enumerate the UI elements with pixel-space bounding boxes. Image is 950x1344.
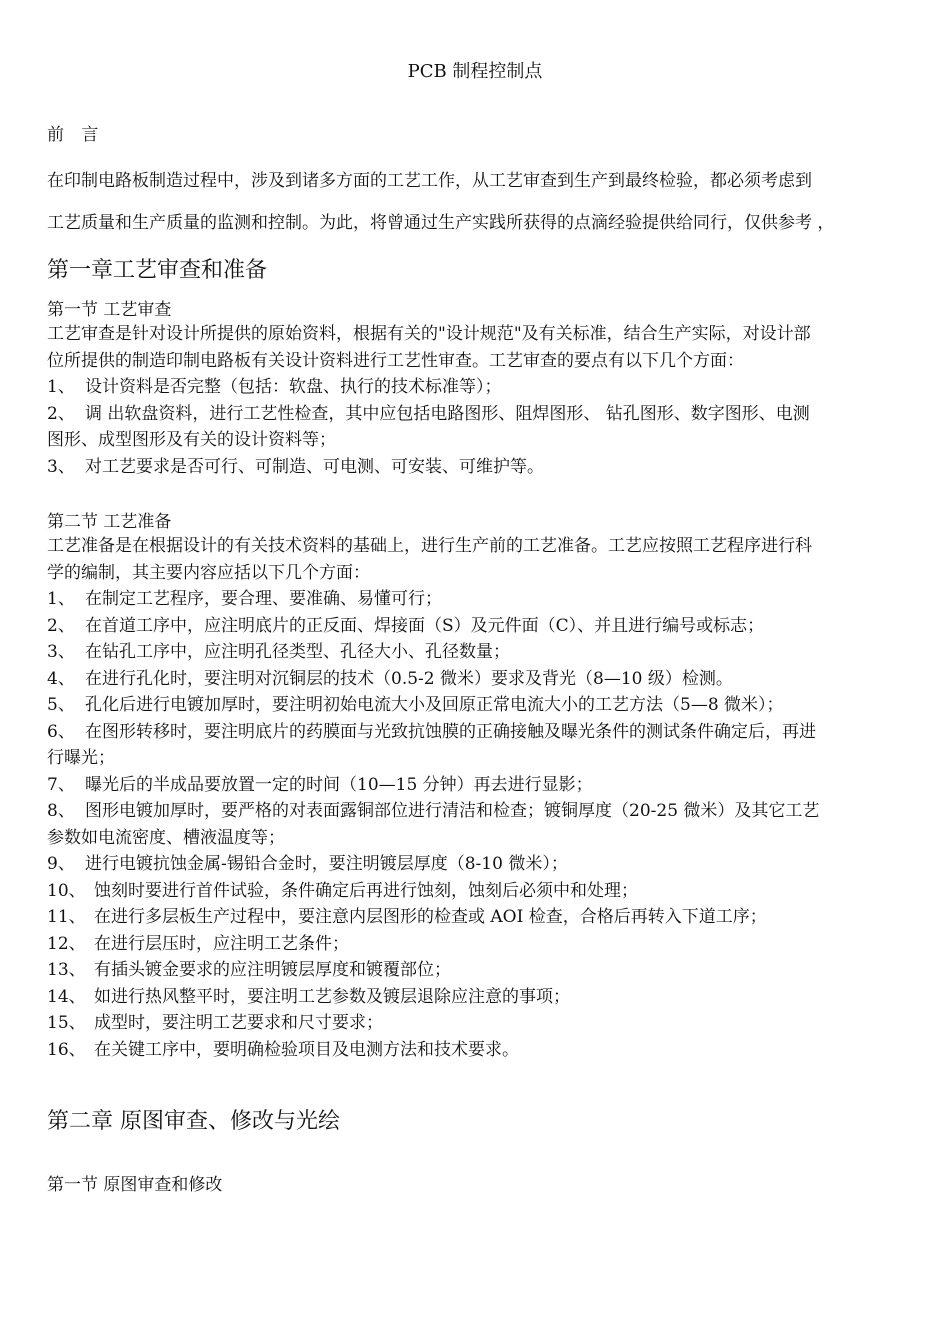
item-text: 蚀刻时要进行首件试验，条件确定后再进行蚀刻，蚀刻后必须中和处理； xyxy=(94,880,638,901)
item-text: 进行电镀抗蚀金属-锡铅合金时，要注明镀层厚度（8-10 微米）； xyxy=(85,854,568,874)
item-text: 在首道工序中，应注明底片的正反面、焊接面（S）及元件面（C）、并且进行编号或标志； xyxy=(85,615,765,636)
intro-line-1: 在印制电路板制造过程中，涉及到诸多方面的工艺工作，从工艺审查到生产到最终检验，都必须考虑到 xyxy=(47,171,812,191)
section-1-2-title: 第二节 工艺准备 xyxy=(47,512,172,532)
item-text: 在图形转移时，要注明底片的药膜面与光致抗蚀膜的正确接触及曝光条件的测试条件确定后，再进 xyxy=(85,721,816,742)
list-item xyxy=(47,533,909,560)
list-item xyxy=(47,798,909,825)
list-item xyxy=(47,560,909,587)
item-text: 参数如电流密度、槽液温度等； xyxy=(47,827,285,848)
intro-line-2: 工艺质量和生产质量的监测和控制。为此，将曾通过生产实践所获得的点滴经验提供给同行，仅供参考 ， xyxy=(47,213,835,233)
list-item xyxy=(47,719,909,746)
item-number: 7、 xyxy=(47,774,75,795)
chapter-1-title: 第一章工艺审查和准备 xyxy=(47,258,268,283)
item-number: 11、 xyxy=(47,907,86,927)
section-2-1-title: 第一节 原图审查和修改 xyxy=(47,1175,223,1195)
item-number: 3、 xyxy=(47,642,75,662)
item-number: 1、 xyxy=(47,377,75,397)
list-item xyxy=(47,825,909,852)
item-text: 图形、成型图形及有关的设计资料等； xyxy=(47,430,336,450)
list-item xyxy=(47,745,909,772)
item-number: 14、 xyxy=(47,986,86,1007)
item-text: 成型时，要注明工艺要求和尺寸要求； xyxy=(94,1013,383,1033)
item-number: 5、 xyxy=(47,695,75,715)
item-number: 6、 xyxy=(47,721,75,742)
item-text: 在进行孔化时，要注明对沉铜层的技术（0.5-2 微米）要求及背光（8—10 级）检测。 xyxy=(85,668,733,689)
item-number: 13、 xyxy=(47,960,86,980)
list-item xyxy=(47,586,909,613)
item-number: 15、 xyxy=(47,1013,86,1033)
list-item xyxy=(47,984,909,1011)
list-item xyxy=(47,427,909,454)
list-item xyxy=(47,878,909,905)
item-text: 曝光后的半成品要放置一定的时间（10—15 分钟）再去进行显影； xyxy=(85,774,593,795)
list-item xyxy=(47,772,909,799)
item-number: 8、 xyxy=(47,801,75,821)
list-item xyxy=(47,666,909,693)
list-item xyxy=(47,692,909,719)
item-text: 调 出软盘资料，进行工艺性检查，其中应包括电路图形、阻焊图形、 钻孔图形、数字图形、电测 xyxy=(85,403,810,424)
item-number: 2、 xyxy=(47,615,75,636)
list-item xyxy=(47,904,909,931)
list-item xyxy=(47,454,909,481)
preface-heading: 前 言 xyxy=(47,125,105,145)
item-text: 位所提供的制造印制电路板有关设计资料进行工艺性审查。工艺审查的要点有以下几个方面： xyxy=(47,350,744,371)
section-1-2-body xyxy=(47,533,909,1063)
item-number: 9、 xyxy=(47,854,75,874)
item-text: 图形电镀加厚时，要严格的对表面露铜部位进行清洁和检查；镀铜厚度（20-25 微米）及其它工艺 xyxy=(85,801,820,821)
item-text: 设计资料是否完整（包括：软盘、执行的技术标准等）； xyxy=(85,377,502,397)
list-item xyxy=(47,1010,909,1037)
list-item xyxy=(47,401,909,428)
item-number: 4、 xyxy=(47,668,75,689)
list-item xyxy=(47,348,909,375)
item-text: 孔化后进行电镀加厚时，要注明初始电流大小及回原正常电流大小的工艺方法（5—8 微米）； xyxy=(85,695,784,715)
item-text: 如进行热风整平时，要注明工艺参数及镀层退除应注意的事项； xyxy=(94,986,570,1007)
section-1-1-title: 第一节 工艺审查 xyxy=(47,300,172,320)
list-item xyxy=(47,374,909,401)
item-number: 10、 xyxy=(47,880,86,901)
document-title: PCB 制程控制点 xyxy=(407,61,543,82)
item-number: 3、 xyxy=(47,456,75,477)
item-text: 对工艺要求是否可行、可制造、可电测、可安装、可维护等。 xyxy=(85,456,544,477)
item-text: 在进行多层板生产过程中，要注意内层图形的检查或 AOI 检查，合格后再转入下道工序； xyxy=(94,907,767,927)
item-number: 16、 xyxy=(47,1039,86,1060)
item-number: 2、 xyxy=(47,403,75,424)
list-item xyxy=(47,613,909,640)
list-item xyxy=(47,851,909,878)
item-text: 在钻孔工序中，应注明孔径类型、孔径大小、孔径数量； xyxy=(85,642,510,662)
item-text: 学的编制，其主要内容应括以下几个方面： xyxy=(47,562,370,583)
item-text: 有插头镀金要求的应注明镀层厚度和镀覆部位； xyxy=(94,960,451,980)
item-number: 12、 xyxy=(47,933,86,954)
item-text: 在制定工艺程序，要合理、要准确、易懂可行； xyxy=(85,589,442,609)
chapter-2-title: 第二章 原图审查、修改与光绘 xyxy=(47,1109,340,1134)
list-item xyxy=(47,957,909,984)
list-item xyxy=(47,321,909,348)
item-number: 1、 xyxy=(47,589,75,609)
list-item xyxy=(47,1037,909,1064)
item-text: 工艺准备是在根据设计的有关技术资料的基础上，进行生产前的工艺准备。工艺应按照工艺程序进行科 xyxy=(47,536,812,556)
item-text: 在进行层压时，应注明工艺条件； xyxy=(94,933,349,954)
list-item xyxy=(47,639,909,666)
item-text: 在关键工序中，要明确检验项目及电测方法和技术要求。 xyxy=(94,1039,519,1060)
section-1-1-body xyxy=(47,321,909,480)
item-text: 行曝光； xyxy=(47,748,115,768)
item-text: 工艺审查是针对设计所提供的原始资料，根据有关的"设计规范"及有关标准，结合生产实际，对设计部 xyxy=(47,324,811,344)
list-item xyxy=(47,931,909,958)
